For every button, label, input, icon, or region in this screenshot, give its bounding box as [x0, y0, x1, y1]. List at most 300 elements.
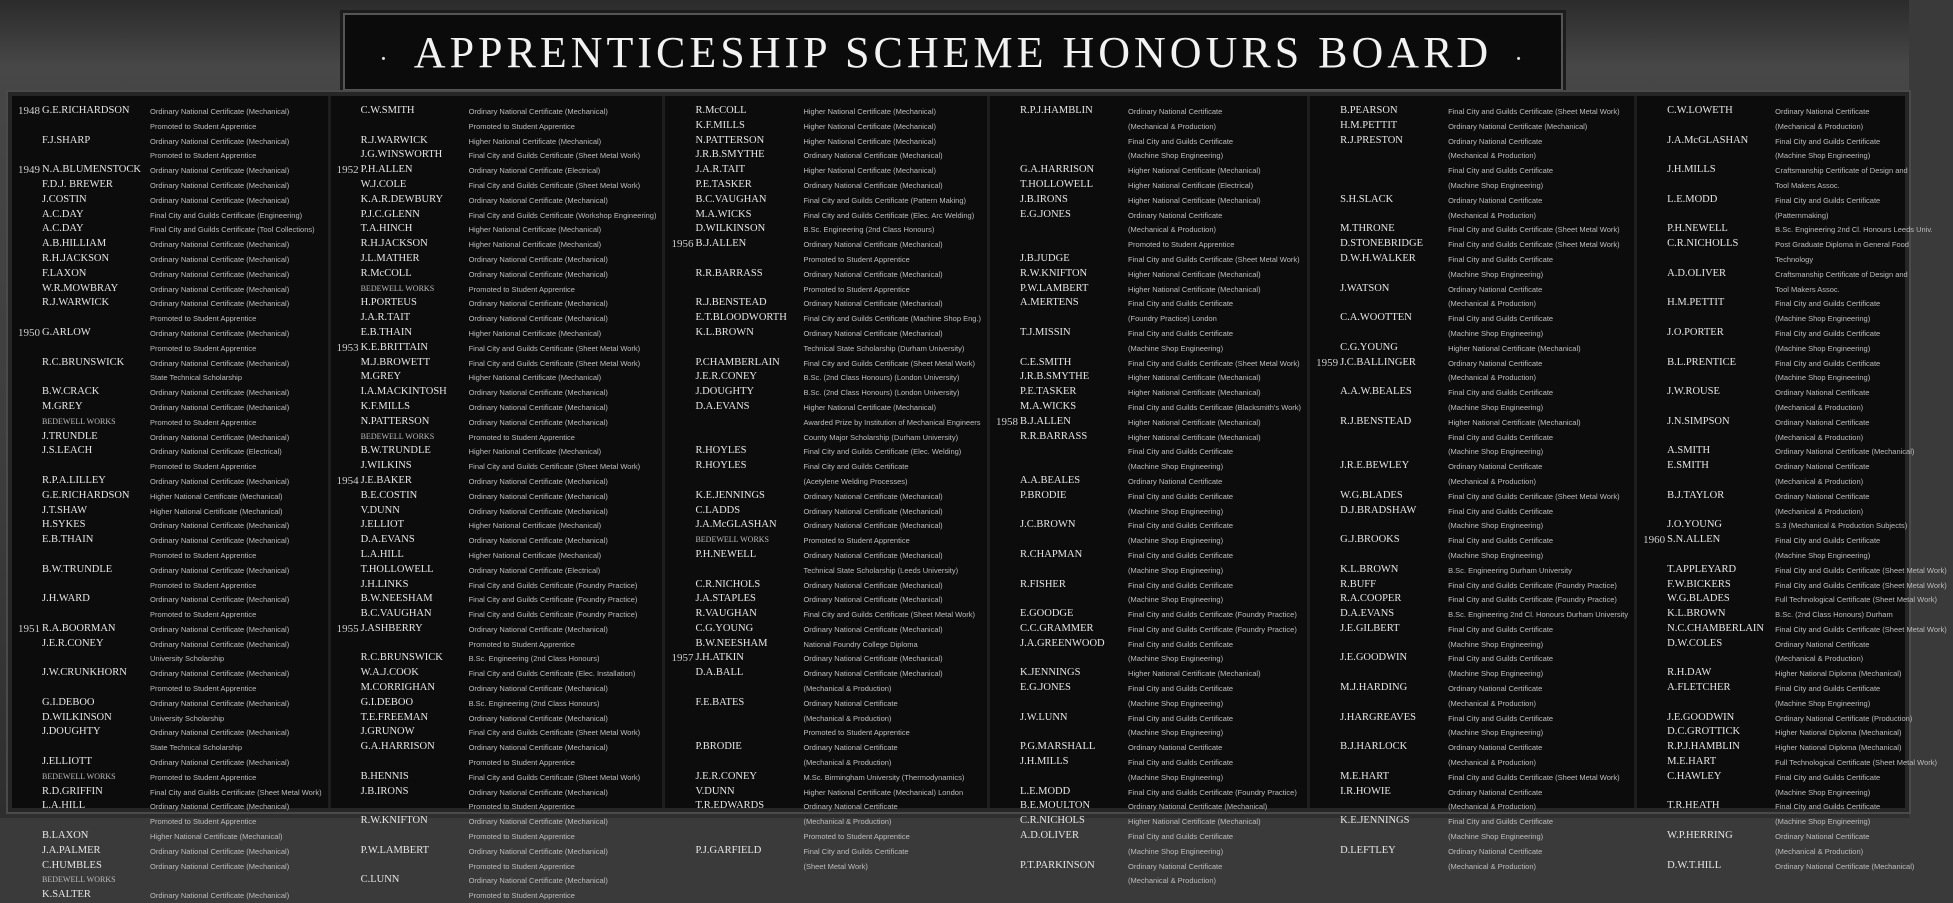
- honour-entry: [1316, 666, 1628, 681]
- honour-entry: [996, 385, 1301, 400]
- honour-entry: [337, 474, 657, 489]
- honour-entry: [18, 799, 322, 814]
- entry-qualification: Final City and Guilds Certificate: [1128, 491, 1234, 501]
- entry-qualification: Ordinary National Certificate (Mechanical): [150, 240, 290, 250]
- entry-qualification: Promoted to Student Apprentice: [150, 314, 257, 324]
- entry-qualification: Higher National Certificate (Mechanical): [468, 136, 602, 146]
- entry-qualification: Final City and Guilds Certificate: [1775, 328, 1881, 338]
- entry-name: K.F.MILLS: [695, 119, 745, 131]
- entry-qualification: Ordinary National Certificate (Mechanical): [468, 624, 608, 634]
- honour-entry: [18, 578, 322, 593]
- entry-name: J.E.BAKER: [360, 474, 412, 486]
- entry-qualification: Tool Makers Assoc.: [1775, 180, 1840, 190]
- entry-qualification: Ordinary National Certificate (Mechanical): [468, 402, 608, 412]
- honour-entry: [337, 548, 657, 563]
- entry-qualification: Higher National Certificate (Mechanical): [468, 373, 602, 383]
- honour-entry: [996, 341, 1301, 356]
- entry-qualification: Ordinary National Certificate (Mechanical): [150, 624, 290, 634]
- entry-name: T.APPLEYARD: [1667, 563, 1737, 575]
- entry-year: 1956: [671, 238, 694, 251]
- entry-qualification: Final City and Guilds Certificate (Foundry Practice): [468, 610, 638, 620]
- entry-name: S.H.SLACK: [1340, 193, 1394, 205]
- entry-qualification: Final City and Guilds Certificate (Elec. Installation): [468, 669, 636, 679]
- honour-entry: [18, 134, 322, 149]
- board-panel: [1310, 96, 1637, 871]
- honour-entry: [337, 341, 657, 356]
- honour-entry: [1643, 859, 1947, 874]
- honour-entry: [1643, 356, 1947, 371]
- honour-entry: [1316, 415, 1628, 430]
- entry-name: K.E.JENNINGS: [1340, 815, 1410, 827]
- honour-entry: [337, 785, 657, 800]
- entry-qualification: (Machine Shop Engineering): [1775, 817, 1871, 827]
- honour-entry: [996, 504, 1301, 519]
- entry-qualification: Ordinary National Certificate (Mechanical): [150, 846, 290, 856]
- entry-qualification: Promoted to Student Apprentice: [803, 832, 910, 842]
- entry-qualification: Ordinary National Certificate (Mechanical): [150, 254, 290, 264]
- entry-qualification: (Machine Shop Engineering): [1448, 328, 1544, 338]
- entry-qualification: Higher National Certificate (Mechanical): [1128, 195, 1261, 205]
- entry-name: B.J.TAYLOR: [1667, 489, 1725, 501]
- title-dot-right: ·: [1514, 43, 1527, 73]
- honour-entry: [1643, 637, 1947, 652]
- entry-name: J.A.R.TAIT: [695, 164, 746, 176]
- entry-name: K.L.BROWN: [1667, 608, 1726, 620]
- entry-name: W.G.BLADES: [1340, 489, 1403, 501]
- entry-name: J.A.GREENWOOD: [1020, 637, 1105, 649]
- honour-entry: [996, 637, 1301, 652]
- honour-entry: [1643, 548, 1947, 563]
- entry-qualification: Ordinary National Certificate: [803, 698, 898, 708]
- honour-entry: [671, 637, 981, 652]
- entry-qualification: (Machine Shop Engineering): [1448, 550, 1544, 560]
- honour-entry: [671, 844, 981, 859]
- entry-name: BEDEWELL WORKS: [360, 431, 435, 441]
- entry-qualification: Higher National Certificate (Mechanical): [1128, 284, 1261, 294]
- honour-entry: [18, 148, 322, 163]
- honour-entry: [337, 326, 657, 341]
- entry-qualification: (Machine Shop Engineering): [1128, 595, 1224, 605]
- honour-entry: [1316, 222, 1628, 237]
- honour-entry: [337, 725, 657, 740]
- honour-entry: [996, 356, 1301, 371]
- honour-entry: [18, 725, 322, 740]
- entry-qualification: Final City and Guilds Certificate: [1775, 772, 1881, 782]
- entry-qualification: Final City and Guilds Certificate (Foundry Practice): [1128, 787, 1297, 797]
- honour-entry: [1316, 607, 1628, 622]
- entry-qualification: Ordinary National Certificate: [1128, 107, 1223, 116]
- entry-qualification: Promoted to Student Apprentice: [150, 417, 257, 427]
- honour-entry: [1643, 785, 1947, 800]
- honour-entry: [996, 548, 1301, 563]
- entry-name: D.A.EVANS: [1340, 608, 1395, 620]
- honour-entry: [18, 637, 322, 652]
- honour-entry: [671, 193, 981, 208]
- entry-name: J.A.R.TAIT: [360, 312, 411, 324]
- honour-entry: [671, 785, 981, 800]
- entry-qualification: Final City and Guilds Certificate: [1775, 536, 1881, 546]
- entry-qualification: Promoted to Student Apprentice: [150, 343, 257, 353]
- honour-entry: [18, 770, 322, 785]
- honour-entry: [671, 578, 981, 593]
- entry-qualification: Ordinary National Certificate (Mechanical): [150, 195, 290, 205]
- honour-entry: [1643, 814, 1947, 829]
- entry-qualification: Final City and Guilds Certificate: [1775, 299, 1881, 309]
- honour-entry: [671, 148, 981, 163]
- honour-entry: [996, 873, 1301, 888]
- entry-qualification: (Machine Shop Engineering): [1775, 698, 1871, 708]
- entry-qualification: (Mechanical & Production): [1128, 121, 1217, 131]
- entry-name: C.HUMBLES: [42, 859, 102, 871]
- entry-qualification: Promoted to Student Apprentice: [150, 684, 257, 694]
- entry-qualification: Ordinary National Certificate (Mechanical): [468, 743, 608, 753]
- entry-qualification: Ordinary National Certificate (Mechanical): [468, 817, 608, 827]
- honour-entry: [1316, 533, 1628, 548]
- honour-entry: [337, 622, 657, 637]
- honour-entry: [996, 104, 1301, 119]
- honour-entry: [1316, 474, 1628, 489]
- entry-name: K.SALTER: [42, 889, 91, 901]
- honour-entry: [18, 356, 322, 371]
- entry-qualification: Final City and Guilds Certificate (Sheet Metal Work): [468, 180, 641, 190]
- entry-name: A.SMITH: [1667, 445, 1711, 457]
- entry-qualification: Final City and Guilds Certificate (Sheet Metal Work): [803, 358, 976, 368]
- entry-qualification: Ordinary National Certificate (Mechanical): [150, 269, 290, 279]
- entry-qualification: Ordinary National Certificate: [1775, 417, 1870, 427]
- entry-year: 1954: [336, 474, 359, 487]
- entry-qualification: Ordinary National Certificate: [1448, 787, 1543, 797]
- honour-entry: [1316, 119, 1628, 134]
- entry-qualification: (Mechanical & Production): [1448, 210, 1537, 220]
- honour-entry: [996, 563, 1301, 578]
- entry-qualification: Final City and Guilds Certificate (Sheet Metal Work): [1448, 107, 1620, 116]
- entry-name: P.H.NEWELL: [1667, 223, 1728, 235]
- honour-entry: [671, 134, 981, 149]
- entry-qualification: Ordinary National Certificate (Electrical): [468, 565, 601, 575]
- entry-name: J.WATSON: [1340, 282, 1390, 294]
- entry-qualification: Ordinary National Certificate: [803, 802, 898, 812]
- honour-entry: [671, 119, 981, 134]
- entry-name: G.E.RICHARDSON: [42, 105, 130, 116]
- honour-entry: [18, 518, 322, 533]
- honour-entry: [337, 193, 657, 208]
- honour-entry: [1643, 518, 1947, 533]
- entry-name: F.LAXON: [42, 267, 87, 279]
- entry-name: B.PEARSON: [1340, 105, 1398, 116]
- entry-qualification: Higher National Certificate (Mechanical): [468, 328, 602, 338]
- honour-entry: [18, 326, 322, 341]
- entry-qualification: Higher National Certificate (Mechanical): [468, 550, 602, 560]
- honour-entry: [996, 829, 1301, 844]
- entry-qualification: Ordinary National Certificate (Mechanical): [150, 891, 290, 901]
- entry-name: G.ARLOW: [42, 326, 91, 338]
- entry-qualification: Ordinary National Certificate: [1775, 462, 1870, 472]
- honour-entry: [337, 148, 657, 163]
- entry-name: T.A.HINCH: [360, 223, 413, 235]
- entry-qualification: Higher National Certificate (Mechanical): [1128, 417, 1261, 427]
- honour-entry: [671, 504, 981, 519]
- honour-entry: [1643, 311, 1947, 326]
- entry-qualification: B.Sc. Engineering 2nd Cl. Honours Durham University: [1448, 610, 1629, 620]
- honour-entry: [996, 711, 1301, 726]
- entry-qualification: Ordinary National Certificate: [1775, 639, 1870, 649]
- entry-qualification: (Machine Shop Engineering): [1448, 639, 1544, 649]
- entry-qualification: Final City and Guilds Certificate (Elec. Arc Welding): [803, 210, 975, 220]
- entry-qualification: Higher National Certificate (Mechanical): [468, 225, 602, 235]
- entry-name: T.R.HEATH: [1667, 800, 1720, 812]
- entry-qualification: Final City and Guilds Certificate: [803, 462, 909, 472]
- honour-entry: [337, 222, 657, 237]
- entry-qualification: Final City and Guilds Certificate (Engineering): [150, 210, 303, 220]
- honour-entry: [1643, 755, 1947, 770]
- honour-entry: [1643, 415, 1947, 430]
- entry-qualification: (Machine Shop Engineering): [1448, 832, 1544, 842]
- entry-name: C.HAWLEY: [1667, 770, 1722, 782]
- honour-entry: [996, 237, 1301, 252]
- entry-qualification: Ordinary National Certificate (Mechanical): [468, 787, 608, 797]
- honour-entry: [337, 888, 657, 903]
- honour-entry: [671, 163, 981, 178]
- entry-qualification: Ordinary National Certificate (Mechanical): [150, 758, 290, 768]
- honour-entry: [996, 696, 1301, 711]
- entry-qualification: Final City and Guilds Certificate: [1775, 802, 1881, 812]
- entry-qualification: Final City and Guilds Certificate (Elec. Welding): [803, 447, 962, 457]
- entry-name: P.E.TASKER: [1020, 386, 1077, 398]
- entry-name: B.W.TRUNDLE: [360, 445, 431, 457]
- entry-qualification: Ordinary National Certificate (Mechanical): [803, 328, 943, 338]
- entry-qualification: (Machine Shop Engineering): [1775, 343, 1871, 353]
- entry-qualification: (Machine Shop Engineering): [1128, 698, 1224, 708]
- entry-qualification: Ordinary National Certificate (Mechanical): [803, 240, 943, 250]
- entry-qualification: Final City and Guilds Certificate (Sheet Metal Work): [468, 462, 641, 472]
- honour-entry: [996, 622, 1301, 637]
- honour-entry: [18, 504, 322, 519]
- entry-name: K.F.MILLS: [360, 400, 410, 412]
- entry-name: J.W.CRUNKHORN: [42, 667, 127, 679]
- entry-qualification: Ordinary National Certificate: [1128, 476, 1223, 486]
- entry-qualification: (Machine Shop Engineering): [1448, 669, 1544, 679]
- honour-entry: [671, 267, 981, 282]
- entry-qualification: Final City and Guilds Certificate: [1448, 713, 1554, 723]
- entry-qualification: Final City and Guilds Certificate (Sheet Metal Work): [468, 728, 641, 738]
- entry-name: BEDEWELL WORKS: [42, 771, 116, 781]
- entry-qualification: Ordinary National Certificate (Mechanical): [468, 195, 608, 205]
- entry-name: G.A.HARRISON: [360, 741, 435, 753]
- honour-entry: [337, 119, 657, 134]
- honour-entry: [1316, 267, 1628, 282]
- entry-name: J.L.MATHER: [360, 252, 420, 264]
- entry-name: T.J.MISSIN: [1020, 326, 1071, 338]
- entry-name: W.P.HERRING: [1667, 830, 1733, 842]
- entry-name: R.J.BENSTEAD: [695, 297, 767, 309]
- honour-entry: [671, 622, 981, 637]
- entry-name: I.A.MACKINTOSH: [360, 386, 447, 398]
- entry-qualification: (Acetylene Welding Processes): [803, 476, 908, 486]
- honour-entry: [337, 770, 657, 785]
- entry-name: P.BRODIE: [695, 741, 742, 753]
- entry-qualification: Final City and Guilds Certificate: [1128, 328, 1234, 338]
- honour-entry: [337, 563, 657, 578]
- entry-name: R.D.GRIFFIN: [42, 785, 103, 797]
- honour-entry: [996, 282, 1301, 297]
- entry-name: R.P.J.HAMBLIN: [1667, 741, 1740, 753]
- honour-entry: [1316, 725, 1628, 740]
- honour-entry: [18, 459, 322, 474]
- entry-qualification: M.Sc. Birmingham University (Thermodynamics): [803, 772, 965, 782]
- entry-qualification: Higher National Certificate (Mechanical): [150, 506, 283, 516]
- honour-entry: [337, 637, 657, 652]
- entry-name: B.J.ALLEN: [695, 238, 747, 250]
- honour-entry: [337, 489, 657, 504]
- honour-entry: [671, 829, 981, 844]
- entry-qualification: Ordinary National Certificate (Mechanical): [468, 388, 608, 398]
- honour-entry: [1316, 104, 1628, 119]
- honour-entry: [671, 311, 981, 326]
- entry-qualification: Final City and Guilds Certificate: [1775, 136, 1881, 146]
- honour-entry: [1316, 518, 1628, 533]
- honour-entry: [18, 385, 322, 400]
- entry-name: D.WILKINSON: [42, 711, 112, 723]
- entry-qualification: Promoted to Student Apprentice: [150, 121, 257, 131]
- entry-name: B.J.HARLOCK: [1340, 741, 1408, 753]
- honour-entry: [671, 740, 981, 755]
- entry-name: B.C.VAUGHAN: [695, 193, 767, 205]
- entry-name: J.GRUNOW: [360, 726, 415, 738]
- entry-qualification: Promoted to Student Apprentice: [468, 121, 575, 131]
- entry-qualification: Final City and Guilds Certificate: [1128, 758, 1234, 768]
- honour-entry: [671, 252, 981, 267]
- entry-qualification: Final City and Guilds Certificate (Sheet Metal Work): [1775, 580, 1947, 590]
- entry-name: R.A.BOORMAN: [42, 622, 116, 634]
- honour-entry: [18, 430, 322, 445]
- honour-entry: [18, 193, 322, 208]
- entry-qualification: B.Sc. (2nd Class Honours) (London University): [803, 373, 960, 383]
- honour-entry: [996, 607, 1301, 622]
- entry-name: J.A.STAPLES: [695, 593, 756, 605]
- honour-entry: [337, 415, 657, 430]
- entry-qualification: Higher National Certificate (Mechanical): [1448, 417, 1581, 427]
- entry-name: K.L.BROWN: [1340, 563, 1399, 575]
- honour-entry: [18, 178, 322, 193]
- entry-name: R.R.BARRASS: [695, 267, 763, 279]
- honour-entry: [18, 415, 322, 430]
- entry-qualification: (Machine Shop Engineering): [1775, 151, 1871, 161]
- honour-entry: [1643, 370, 1947, 385]
- honour-entry: [1316, 563, 1628, 578]
- entry-name: D.A.BALL: [695, 667, 744, 679]
- honour-entry: [337, 711, 657, 726]
- entry-name: N.A.BLUMENSTOCK: [42, 164, 141, 176]
- honour-entry: [337, 104, 657, 119]
- entry-qualification: (Machine Shop Engineering): [1448, 180, 1544, 190]
- honour-entry: [18, 888, 322, 903]
- entry-qualification: Final City and Guilds Certificate: [1448, 654, 1554, 664]
- entry-name: A.C.DAY: [42, 223, 84, 235]
- honour-entry: [1316, 237, 1628, 252]
- entry-name: P.H.ALLEN: [360, 164, 413, 176]
- honour-entry: [18, 829, 322, 844]
- board-title-line: [357, 27, 1549, 78]
- entry-name: J.E.GILBERT: [1340, 622, 1400, 634]
- entry-name: R.McCOLL: [695, 105, 747, 116]
- honour-entry: [996, 474, 1301, 489]
- entry-qualification: Ordinary National Certificate (Mechanical): [468, 876, 608, 886]
- entry-name: L.E.MODD: [1020, 785, 1071, 797]
- honour-entry: [18, 592, 322, 607]
- entry-qualification: S.3 (Mechanical & Production Subjects): [1775, 521, 1908, 531]
- honour-entry: [1316, 370, 1628, 385]
- entry-qualification: Ordinary National Certificate: [1128, 210, 1223, 220]
- honour-entry: [337, 208, 657, 223]
- honour-entry: [1643, 740, 1947, 755]
- entry-name: J.WILKINS: [360, 460, 412, 472]
- entry-name: S.N.ALLEN: [1667, 534, 1721, 546]
- honour-entry: [671, 370, 981, 385]
- entry-qualification: Final City and Guilds Certificate (Sheet Metal Work): [1448, 491, 1620, 501]
- honour-entry: [996, 740, 1301, 755]
- entry-name: A.D.OLIVER: [1667, 267, 1727, 279]
- entry-qualification: Technical State Scholarship (Leeds University): [803, 565, 959, 575]
- entry-name: R.C.BRUNSWICK: [42, 356, 125, 368]
- entry-qualification: Ordinary National Certificate (Mechanical): [803, 151, 943, 161]
- entry-qualification: Promoted to Student Apprentice: [150, 550, 257, 560]
- entry-name: J.R.E.BEWLEY: [1340, 460, 1410, 472]
- entry-qualification: (Machine Shop Engineering): [1448, 728, 1544, 738]
- honour-entry: [1643, 711, 1947, 726]
- entry-qualification: Higher National Certificate (Mechanical): [468, 447, 602, 457]
- entry-name: J.H.MILLS: [1667, 164, 1716, 176]
- honour-entry: [18, 282, 322, 297]
- honour-entry: [671, 859, 981, 874]
- entry-qualification: Final City and Guilds Certificate: [1128, 550, 1234, 560]
- honour-entry: [18, 296, 322, 311]
- entry-qualification: Final City and Guilds Certificate: [1775, 358, 1881, 368]
- honour-entry: [996, 459, 1301, 474]
- entry-qualification: B.Sc. Engineering (2nd Class Honours): [468, 654, 600, 664]
- entry-name: D.W.H.WALKER: [1340, 252, 1416, 264]
- entry-qualification: Ordinary National Certificate (Mechanical): [803, 595, 943, 605]
- honour-entry: [18, 267, 322, 282]
- honour-entry: [18, 681, 322, 696]
- honour-entry: [1316, 711, 1628, 726]
- entry-name: M.A.WICKS: [1020, 400, 1077, 412]
- honour-entry: [18, 119, 322, 134]
- entry-name: R.P.A.LILLEY: [42, 474, 106, 486]
- entry-qualification: (Mechanical & Production): [803, 684, 892, 694]
- honour-entry: [1316, 178, 1628, 193]
- honour-entry: [671, 518, 981, 533]
- entry-qualification: (Machine Shop Engineering): [1128, 565, 1224, 575]
- entry-name: B.HENNIS: [360, 770, 409, 782]
- honour-entry: [337, 252, 657, 267]
- entry-qualification: Ordinary National Certificate (Mechanical): [150, 698, 290, 708]
- board-panel: [12, 96, 331, 901]
- honour-entry: [1643, 696, 1947, 711]
- board-panel: [990, 96, 1310, 886]
- entry-name: J.O.YOUNG: [1667, 519, 1722, 531]
- entry-qualification: Higher National Diploma (Mechanical): [1775, 669, 1902, 679]
- entry-qualification: (Mechanical & Production): [1448, 476, 1537, 486]
- board-panel: [331, 96, 666, 901]
- entry-name: J.H.ATKIN: [695, 652, 744, 664]
- entry-qualification: Ordinary National Certificate (Mechanical): [468, 846, 608, 856]
- entry-name: C.G.YOUNG: [695, 622, 754, 634]
- honour-entry: [671, 711, 981, 726]
- entry-name: I.R.HOWIE: [1340, 785, 1391, 797]
- entry-name: R.R.BARRASS: [1020, 430, 1088, 442]
- entry-qualification: (Mechanical & Production): [1128, 225, 1217, 235]
- honour-entry: [18, 666, 322, 681]
